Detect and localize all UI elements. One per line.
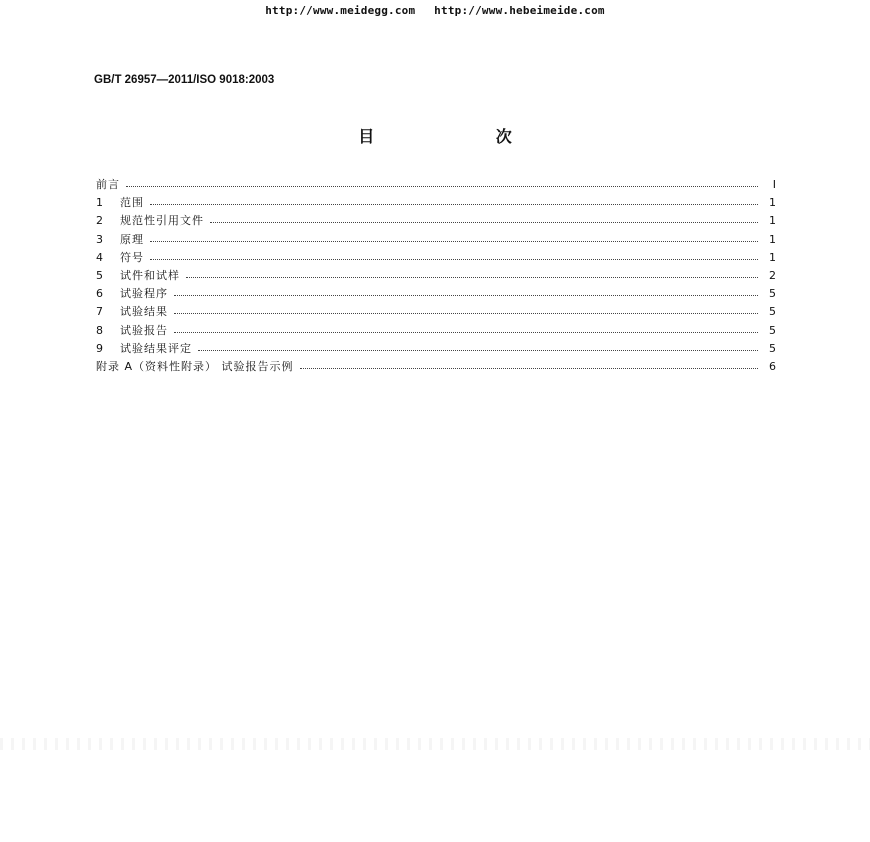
toc-item[interactable]	[96, 285, 776, 303]
toc-item-page: 1	[769, 250, 776, 264]
toc-item-label: 试验程序	[120, 287, 168, 301]
toc-item-label: 原理	[120, 232, 144, 246]
toc-item[interactable]	[96, 249, 776, 267]
dot-leader	[174, 332, 758, 333]
toc-item-page: 6	[769, 359, 776, 373]
toc-item-page: 2	[769, 268, 776, 282]
header-url-meidegg[interactable]: http://www.meidegg.com	[265, 4, 416, 17]
header-urls	[0, 4, 870, 17]
toc-title: 目 次	[358, 127, 570, 146]
toc-item-page: 5	[769, 287, 776, 301]
toc-item[interactable]	[96, 231, 776, 249]
table-of-contents	[96, 176, 776, 376]
standard-code: GB/T 26957—2011/ISO 9018:2003	[94, 74, 275, 86]
toc-item-page: 5	[769, 305, 776, 319]
toc-item[interactable]	[96, 322, 776, 340]
dot-leader	[174, 313, 758, 314]
toc-item-page: 1	[769, 232, 776, 246]
toc-item-label: 试验结果	[120, 305, 168, 319]
toc-item-page: 1	[769, 214, 776, 228]
toc-item-number: 2	[96, 214, 103, 228]
toc-item[interactable]	[96, 212, 776, 230]
toc-item-number: 9	[96, 341, 103, 355]
toc-item-number: 3	[96, 232, 103, 246]
dot-leader	[186, 277, 758, 278]
toc-item-label: 试件和试样	[120, 268, 180, 282]
toc-item-page: 1	[769, 196, 776, 210]
dot-leader	[198, 350, 758, 351]
toc-item-label: 规范性引用文件	[120, 214, 204, 228]
toc-item[interactable]	[96, 303, 776, 321]
dot-leader	[300, 368, 758, 369]
toc-item[interactable]	[96, 176, 776, 194]
toc-item-number: 7	[96, 305, 103, 319]
toc-item-label: 附录 A（资料性附录） 试验报告示例	[96, 359, 294, 373]
toc-item-label: 符号	[120, 250, 144, 264]
toc-item-number: 8	[96, 323, 103, 337]
toc-item-number: 6	[96, 287, 103, 301]
toc-item[interactable]	[96, 194, 776, 212]
toc-item-number: 4	[96, 250, 103, 264]
scan-noise-band	[0, 738, 870, 750]
toc-item-label: 试验结果评定	[120, 341, 192, 355]
toc-item-page: 5	[769, 341, 776, 355]
header-url-hebeimeide[interactable]: http://www.hebeimeide.com	[434, 4, 605, 17]
toc-item-label: 前言	[96, 178, 120, 191]
dot-leader	[210, 222, 758, 223]
toc-item[interactable]	[96, 340, 776, 358]
dot-leader	[150, 204, 758, 205]
toc-item-page: I	[772, 178, 776, 191]
dot-leader	[150, 241, 758, 242]
dot-leader	[126, 186, 758, 187]
toc-item-number: 5	[96, 268, 103, 282]
dot-leader	[150, 259, 758, 260]
toc-item-label: 范围	[120, 196, 144, 210]
toc-item-page: 5	[769, 323, 776, 337]
toc-item-label: 试验报告	[120, 323, 168, 337]
toc-item[interactable]	[96, 358, 776, 376]
toc-item-number: 1	[96, 196, 103, 210]
dot-leader	[174, 295, 758, 296]
toc-item[interactable]	[96, 267, 776, 285]
